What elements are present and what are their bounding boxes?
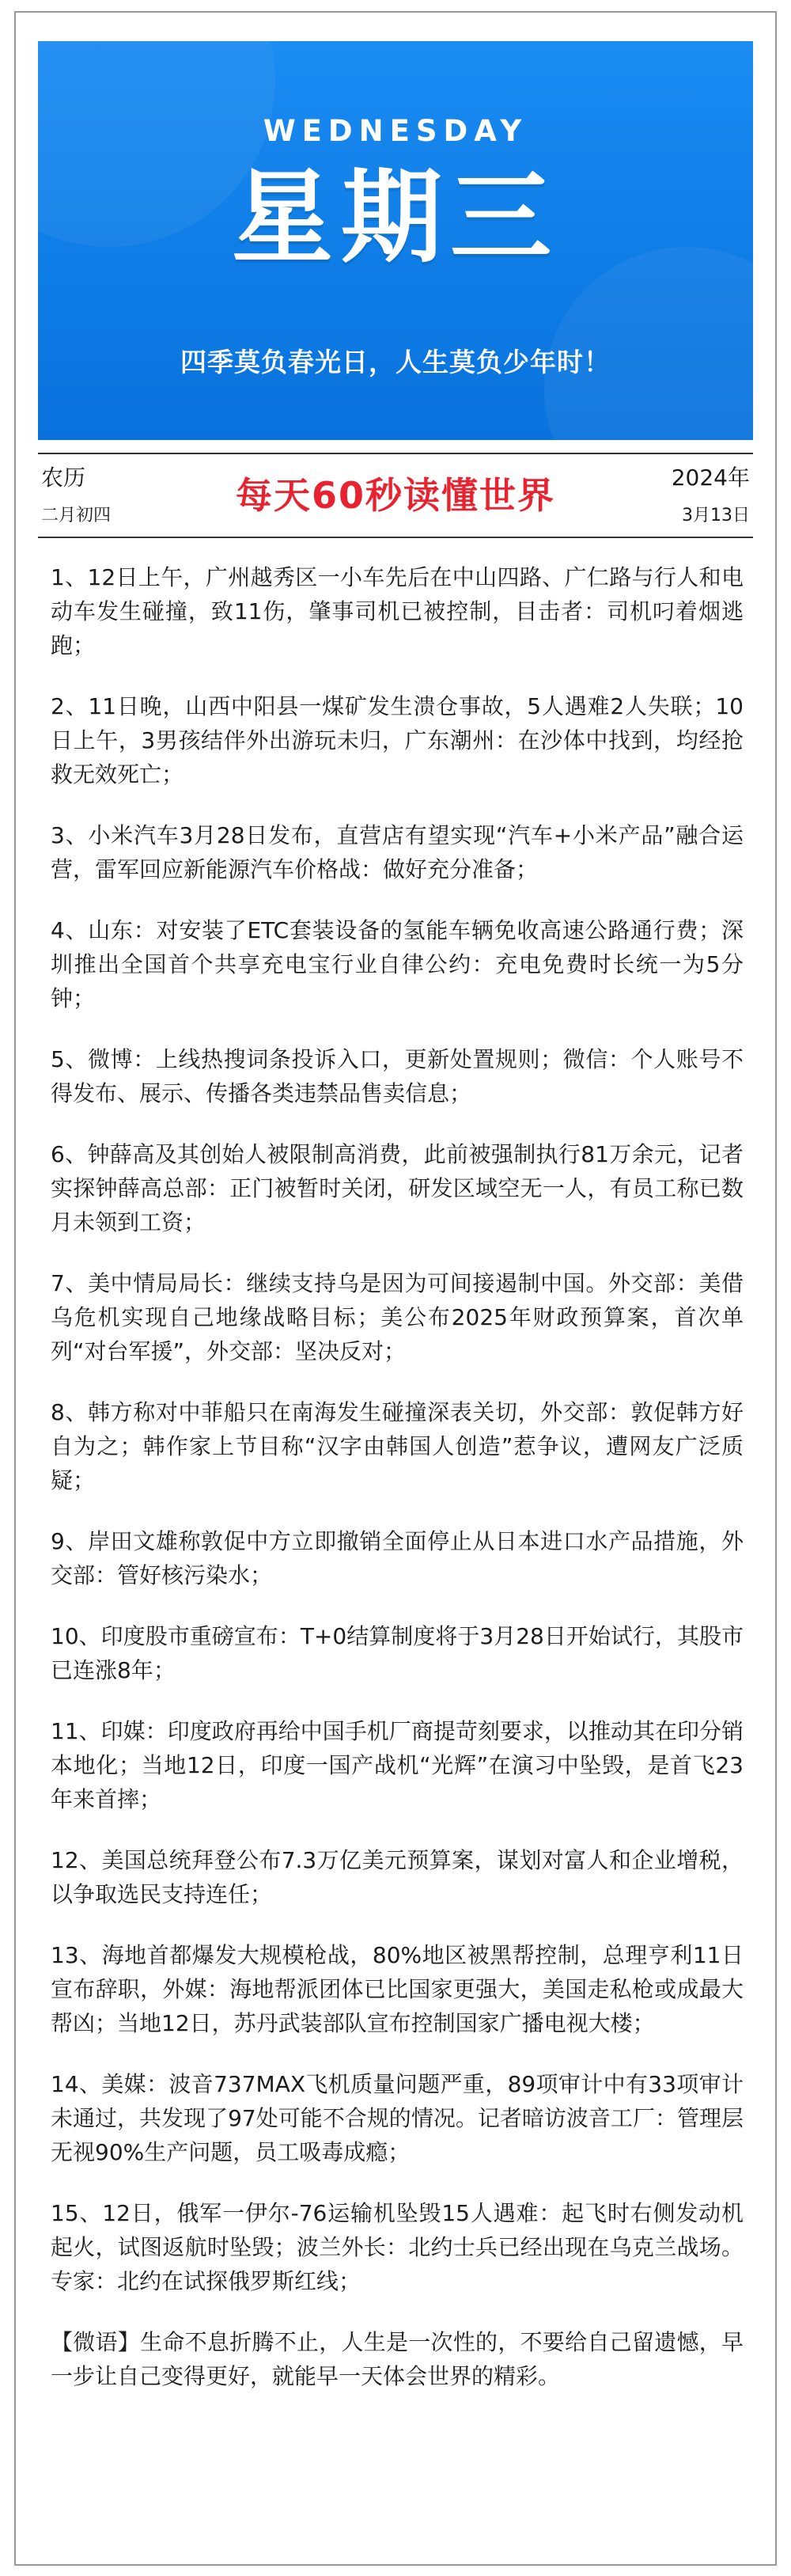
news-item: 13、海地首都爆发大规模枪战，80%地区被黑帮控制，总理亨利11日宣布辞职，外媒：海地帮派团体已比国家更强大，美国走私枪或成最大帮凶；当地12日，苏丹武装部队宣布控制国家广播电视大楼； [51, 1942, 744, 2036]
news-item: 8、韩方称对中菲船只在南海发生碰撞深表关切，外交部：敦促韩方好自为之；韩作家上节目称“汉字由韩国人创造”惹争议，遭网友广泛质疑； [51, 1399, 744, 1493]
news-item: 4、山东：对安装了ETC套装设备的氢能车辆免收高速公路通行费；深圳推出全国首个共享充电宝行业自律公约：充电免费时长统一为5分钟； [51, 917, 744, 1011]
date-label: 3月13日 [682, 506, 750, 525]
news-item: 5、微博：上线热搜词条投诉入口，更新处置规则；微信：个人账号不得发布、展示、传播各类违禁品售卖信息； [51, 1046, 744, 1106]
news-item: 1、12日上午，广州越秀区一小车先后在中山四路、广仁路与行人和电动车发生碰撞，致11伤，肇事司机已被控制，目击者：司机叼着烟逃跑； [51, 564, 744, 658]
banner-motto: 四季莫负春光日，人生莫负少年时！ [180, 347, 611, 377]
weekday-english: WEDNESDAY [263, 114, 528, 148]
lunar-date: 二月初四 [41, 506, 112, 525]
weekday-chinese: 星期三 [231, 159, 559, 277]
news-item: 10、印度股市重磅宣布：T+0结算制度将于3月28日开始试行，其股市已连涨8年； [51, 1623, 744, 1683]
lunar-calendar-label: 农历 [41, 465, 86, 491]
news-item: 15、12日，俄军一伊尔-76运输机坠毁15人遇难：起飞时右侧发动机起火，试图返航时坠毁；波兰外长：北约士兵已经出现在乌克兰战场。专家：北约在试探俄罗斯红线； [51, 2200, 744, 2294]
news-item: 11、印媒：印度政府再给中国手机厂商提苛刻要求，以推动其在印分销本地化；当地12日，印度一国产战机“光辉”在演习中坠毁，是首飞23年来首摔； [51, 1718, 744, 1812]
news-list [51, 560, 744, 2393]
news-item: 9、岸田文雄称敦促中方立即撤销全面停止从日本进口水产品措施，外交部：管好核污染水； [51, 1528, 744, 1588]
news-item: 6、钟薛高及其创始人被限制高消费，此前被强制执行81万余元，记者实探钟薛高总部：正门被暂时关闭，研发区域空无一人，有员工称已数月未领到工资； [51, 1141, 744, 1235]
news-item: 3、小米汽车3月28日发布，直营店有望实现“汽车+小米产品”融合运营，雷军回应新能源汽车价格战：做好充分准备； [51, 822, 744, 882]
weekday-banner [38, 41, 753, 440]
daily-quote: 【微语】生命不息折腾不止，人生是一次性的，不要给自己留遗憾，早一步让自己变得更好，就能早一天体会世界的精彩。 [51, 2329, 744, 2389]
news-item: 14、美媒：波音737MAX飞机质量问题严重，89项审计中有33项审计未通过，共发现了97处可能不合规的情况。记者暗访波音工厂：管理层无视90%生产问题，员工吸毒成瘾； [51, 2071, 744, 2165]
header-divider-top [38, 453, 753, 454]
year-label: 2024年 [671, 465, 750, 491]
header-divider-bottom [38, 537, 753, 538]
news-item: 2、11日晚，山西中阳县一煤矿发生溃仓事故，5人遇难2人失联；10日上午，3男孩结伴外出游玩未归，广东潮州：在沙体中找到，均经抢救无效死亡； [51, 693, 744, 787]
page-title: 每天60秒读懂世界 [235, 474, 555, 517]
news-item: 7、美中情局局长：继续支持乌是因为可间接遏制中国。外交部：美借乌危机实现自己地缘战略目标；美公布2025年财政预算案，首次单列“对台军援”，外交部：坚决反对； [51, 1270, 744, 1364]
news-item: 12、美国总统拜登公布7.3万亿美元预算案，谋划对富人和企业增税，以争取选民支持连任； [51, 1847, 744, 1907]
